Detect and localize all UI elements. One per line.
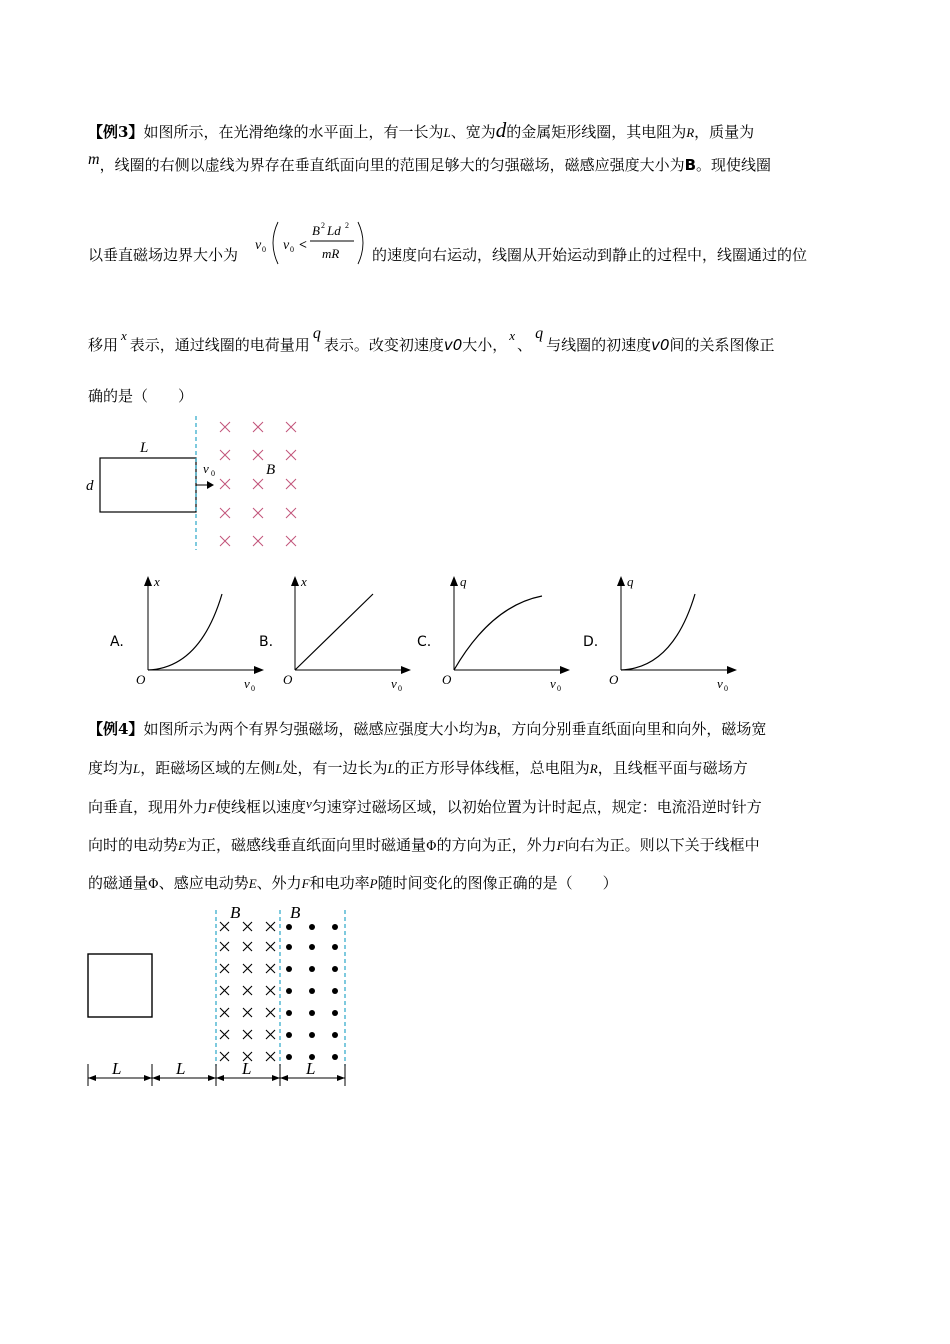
field-dot-row <box>286 1010 338 1016</box>
ex4-text: 度均为 <box>88 759 134 777</box>
field-dot-row <box>286 1032 338 1038</box>
x-axis-label-sub: 0 <box>557 684 561 693</box>
ex4-text: 的方向为正，外力 <box>436 836 557 854</box>
y-axis-label: q <box>627 574 634 589</box>
ex3-line-3b <box>372 244 807 265</box>
symbol-E: E <box>178 838 186 853</box>
y-axis-label: x <box>154 574 160 589</box>
ex4-text: 向垂直，现用外力 <box>88 798 209 816</box>
ex4-text: 匀速穿过磁场区域，以初始位置为计时起点，规定：电流沿逆时针方 <box>311 798 762 816</box>
symbol-F: F <box>208 800 216 815</box>
origin-label: O <box>609 672 619 687</box>
magnetic-field-crosses <box>220 422 296 546</box>
option-c-label[interactable]: C. <box>417 634 432 650</box>
ex4-line-4 <box>88 834 760 855</box>
field-cross-row <box>220 942 275 951</box>
velocity-arrow-head <box>207 481 214 489</box>
field-cross-row <box>220 986 275 995</box>
symbol-v: v <box>305 796 312 811</box>
ex3-text: 移用 <box>88 336 119 354</box>
left-paren <box>273 222 278 264</box>
ex4-text: ，且线框平面与磁场方 <box>597 759 748 777</box>
straight-line <box>295 594 373 670</box>
ex4-line-3 <box>88 796 762 817</box>
symbol-F: F <box>556 838 565 853</box>
option-b-label[interactable]: B. <box>259 634 274 650</box>
ex4-text: 如图所示为两个有界匀强磁场，磁感应强度大小均为 <box>143 720 489 738</box>
ex3-tag: 【例3】 <box>88 123 144 141</box>
field-cross-row <box>220 964 275 973</box>
ex3-text: ，质量为 <box>694 123 755 141</box>
y-axis-arrow <box>617 576 625 586</box>
symbol-L: L <box>443 125 451 140</box>
symbol-P: P <box>369 876 378 891</box>
ex4-text: 、外力 <box>256 874 302 892</box>
field-into-page-crosses <box>220 922 275 1061</box>
field-out-of-page-dots <box>286 924 338 1060</box>
curve-concave-up <box>621 594 695 670</box>
symbol-R: R <box>686 125 695 140</box>
x-axis-arrow <box>254 666 264 674</box>
symbol-v0: v0 <box>651 336 670 354</box>
field-cross-row <box>220 450 296 460</box>
symbol-q: q <box>535 325 544 342</box>
ex4-text: 的磁通量 <box>88 874 149 892</box>
ex3-text: 大小， <box>462 336 508 354</box>
field-dot-row <box>286 944 338 950</box>
field-dot-row <box>286 966 338 972</box>
ex4-text: 和电功率 <box>309 874 370 892</box>
origin-label: O <box>136 672 146 687</box>
ex3-text: 、 <box>517 336 533 354</box>
ex4-field-figure <box>80 898 360 1094</box>
x-axis-label: v <box>717 676 723 691</box>
y-axis-arrow <box>291 576 299 586</box>
ex4-text: 随时间变化的图像正确的是（ ） <box>377 874 618 892</box>
symbol-F: F <box>301 876 310 891</box>
symbol-B: B <box>488 722 497 737</box>
formula-v: v <box>255 238 262 253</box>
x-axis-arrow <box>727 666 737 674</box>
x-axis-arrow <box>560 666 570 674</box>
field-cross-row <box>220 1008 275 1017</box>
symbol-q: q <box>312 325 321 342</box>
symbol-d: d <box>495 118 507 142</box>
symbol-x: x <box>509 328 516 343</box>
x-axis-label-sub: 0 <box>251 684 255 693</box>
origin-label: O <box>442 672 452 687</box>
field-cross-row <box>220 536 296 546</box>
label-v0: v <box>203 461 209 476</box>
fraction-numerator-B: B <box>312 223 320 238</box>
ex4-tag: 【例4】 <box>88 720 144 738</box>
ex3-text: 表示，通过线圈的电荷量用 <box>129 336 310 354</box>
dimension-label-L: L <box>242 1059 252 1078</box>
field-cross-row <box>220 479 296 489</box>
right-paren <box>358 222 363 264</box>
ex3-text: 的速度向右运动，线圈从开始运动到静止的过程中，线圈通过的位 <box>372 246 808 264</box>
option-a-graph[interactable] <box>130 572 270 698</box>
dimension-label-L: L <box>306 1059 316 1078</box>
option-d-label[interactable]: D. <box>583 634 599 650</box>
ex4-text: ，方向分别垂直纸面向里和向外，磁场宽 <box>496 720 767 738</box>
symbol-B: B <box>684 156 697 174</box>
x-axis-label: v <box>550 676 556 691</box>
ex3-text: 。现使线圈 <box>696 156 772 174</box>
ex3-text: 的金属矩形线圈，其电阻为 <box>506 123 687 141</box>
ex4-text: 为正，磁感线垂直纸面向里时磁通量 <box>185 836 426 854</box>
ex3-line-2 <box>88 151 772 175</box>
ex3-text: 与线圈的初速度 <box>546 336 652 354</box>
label-v0-sub: 0 <box>211 469 215 478</box>
square-frame <box>88 954 152 1017</box>
formula-v: v <box>283 238 290 253</box>
symbol-E: E <box>248 876 257 891</box>
y-axis-arrow <box>144 576 152 586</box>
symbol-m: m <box>88 151 100 168</box>
ex4-line-5 <box>88 872 618 893</box>
y-axis-label: x <box>301 574 307 589</box>
symbol-L: L <box>387 761 395 776</box>
formula-sub: 0 <box>262 245 266 254</box>
x-axis-label: v <box>244 676 250 691</box>
field-dot-row <box>286 924 338 930</box>
fraction-sup: 2 <box>345 221 349 230</box>
field-dot-row <box>286 988 338 994</box>
ex3-text: 以垂直磁场边界大小为 <box>88 246 239 264</box>
origin-label: O <box>283 672 293 687</box>
ex3-text: 表示。改变初速度 <box>323 336 444 354</box>
y-axis-label: q <box>460 574 467 589</box>
field-cross-row <box>220 1030 275 1039</box>
ex4-text: 处，有一边长为 <box>282 759 388 777</box>
label-d: d <box>86 478 94 494</box>
ex3-line-1 <box>88 118 754 143</box>
ex4-line-1 <box>88 718 766 739</box>
ex4-text: 的正方形导体线框，总电阻为 <box>394 759 590 777</box>
symbol-v0: v0 <box>443 336 463 354</box>
field-cross-row <box>220 422 296 432</box>
ex3-text: 如图所示，在光滑绝缘的水平面上，有一长为 <box>143 123 444 141</box>
curve-concave-up <box>148 594 222 670</box>
option-a-label[interactable]: A. <box>110 634 124 650</box>
ex4-text: 向时的电动势 <box>88 836 179 854</box>
dimension-label-L: L <box>112 1059 122 1078</box>
symbol-x: x <box>121 328 127 343</box>
dimension-label-L: L <box>176 1059 186 1078</box>
ex3-text: 确的是（ ） <box>88 387 194 405</box>
x-axis-label: v <box>391 676 397 691</box>
ex3-text: ，线圈的右侧以虚线为界存在垂直纸面向里的范围足够大的匀强磁场，磁感应强度大小为 <box>99 156 685 174</box>
formula-sub: 0 <box>290 245 294 254</box>
label-L: L <box>140 440 149 456</box>
rectangular-coil <box>100 458 196 512</box>
ex3-text: 间的关系图像正 <box>669 336 775 354</box>
ex3-text: 、宽为 <box>450 123 496 141</box>
ex3-line-5 <box>88 385 193 406</box>
x-axis-arrow <box>401 666 411 674</box>
ex3-condition-formula <box>252 216 372 270</box>
fraction-numerator-Ld: Ld <box>327 223 341 238</box>
ex4-text: ，距磁场区域的左侧 <box>140 759 276 777</box>
x-axis-label-sub: 0 <box>398 684 402 693</box>
ex4-line-2 <box>88 757 748 778</box>
y-axis-arrow <box>450 576 458 586</box>
symbol-Phi: Φ <box>148 877 159 892</box>
ex3-line-4 <box>88 325 775 355</box>
fraction-sup: 2 <box>321 221 325 230</box>
less-than: < <box>299 238 307 253</box>
label-B-left: B <box>230 903 241 922</box>
symbol-L: L <box>275 761 283 776</box>
x-axis-label-sub: 0 <box>724 684 728 693</box>
curve-concave-down <box>454 596 542 670</box>
option-b-graph[interactable] <box>277 572 417 698</box>
fraction-denominator: mR <box>322 246 340 261</box>
symbol-L: L <box>133 761 141 776</box>
ex3-coil-figure <box>80 410 320 555</box>
option-d-graph[interactable] <box>603 572 743 698</box>
label-B: B <box>266 462 276 478</box>
option-c-graph[interactable] <box>436 572 576 698</box>
symbol-Phi: Φ <box>425 839 437 854</box>
symbol-R: R <box>589 761 598 776</box>
ex4-text: 、感应电动势 <box>158 874 249 892</box>
label-B-right: B <box>290 903 301 922</box>
ex3-line-3 <box>88 244 238 265</box>
ex4-text: 向右为正。则以下关于线框中 <box>564 836 760 854</box>
ex4-text: 使线框以速度 <box>215 798 306 816</box>
field-cross-row <box>220 508 296 518</box>
field-cross-row <box>220 922 275 931</box>
